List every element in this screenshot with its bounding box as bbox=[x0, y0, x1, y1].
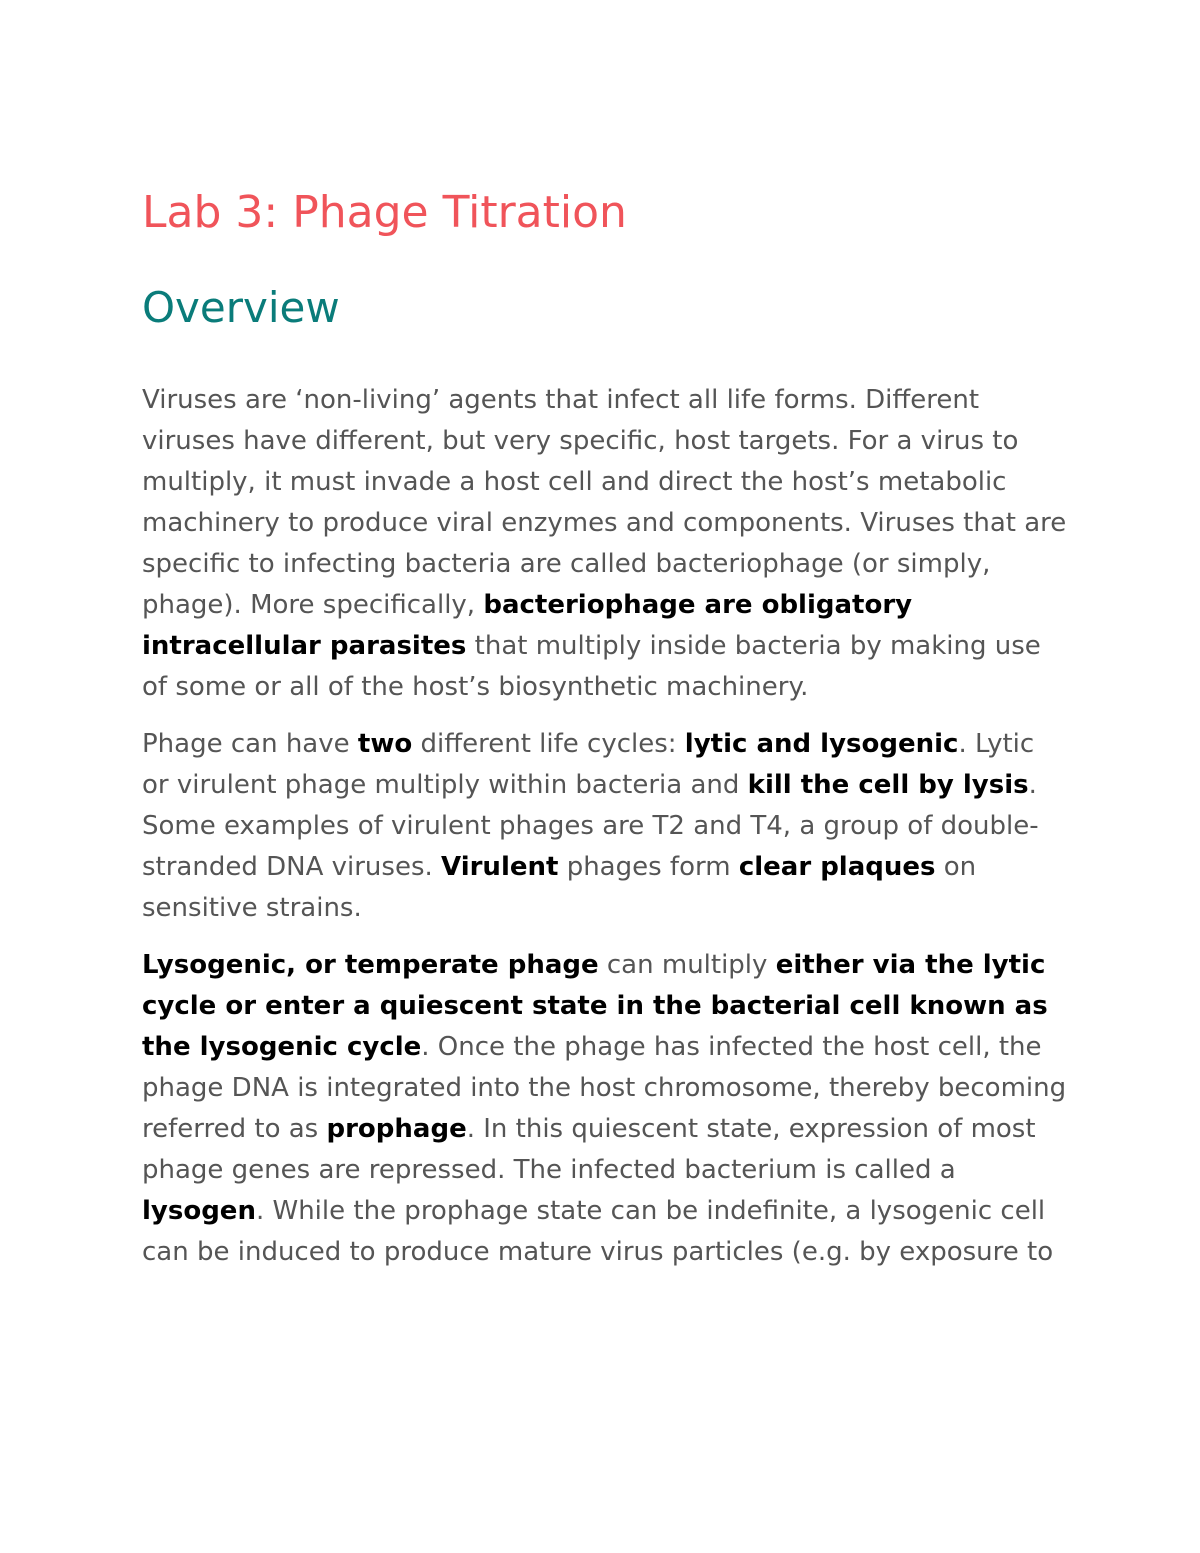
text-run: . Lytic or virulent phage multiply within bacteria and bbox=[142, 729, 1035, 800]
text-run: phages form bbox=[558, 852, 739, 882]
bold-text-run: Lysogenic, or temperate phage bbox=[142, 950, 599, 980]
text-run: . While the prophage state can be indefinite, a lysogenic cell can be induced to produce mature virus particles (e.g. by exposure to bbox=[142, 1196, 1054, 1267]
paragraph-lysogenic bbox=[142, 945, 1067, 1273]
document-title: Lab 3: Phage Titration bbox=[142, 187, 627, 238]
bold-text-run: prophage bbox=[326, 1114, 467, 1144]
document-page bbox=[142, 180, 1067, 1273]
bold-text-run: lytic and lysogenic bbox=[684, 729, 959, 759]
bold-text-run: bacteriophage are obligatory intracellular parasites bbox=[142, 590, 913, 661]
bold-text-run: Virulent bbox=[441, 852, 559, 882]
bold-text-run: either via the lytic cycle or enter a quiescent state in the bacterial cell known as the lysogenic cycle bbox=[142, 950, 1048, 1062]
text-run: . Once the phage has infected the host cell, the phage DNA is integrated into the host chromosome, thereby becoming referred to as bbox=[142, 1032, 1067, 1144]
text-run: that multiply inside bacteria by making use of some or all of the host’s biosynthetic machinery. bbox=[142, 631, 1041, 702]
bold-text-run: two bbox=[357, 729, 413, 759]
text-run: on sensitive strains. bbox=[142, 852, 977, 923]
section-heading-overview: Overview bbox=[142, 283, 340, 332]
text-run: . In this quiescent state, expression of most phage genes are repressed. The infected bacterium is called a bbox=[142, 1114, 1036, 1185]
text-run: . Some examples of virulent phages are T2 and T4, a group of double-stranded DNA viruses. bbox=[142, 770, 1039, 882]
text-run: can multiply bbox=[598, 950, 776, 980]
bold-text-run: kill the cell by lysis bbox=[747, 770, 1029, 800]
text-run: Viruses are ‘non-living’ agents that infect all life forms. Different viruses have different, but very specific, host targets. For a virus to multiply, it must invade a host cell and direct the host’s metabolic machinery to produce viral enzymes and components. Viruses that are specific to infecting bacteria are called bacteriophage (or simply, phage). More specifically, bbox=[142, 385, 1067, 620]
text-run: different life cycles: bbox=[412, 729, 685, 759]
paragraph-viruses bbox=[142, 380, 1067, 708]
text-run: Phage can have bbox=[142, 729, 358, 759]
bold-text-run: lysogen bbox=[142, 1196, 256, 1226]
bold-text-run: clear plaques bbox=[738, 852, 936, 882]
paragraph-life-cycles bbox=[142, 724, 1067, 929]
